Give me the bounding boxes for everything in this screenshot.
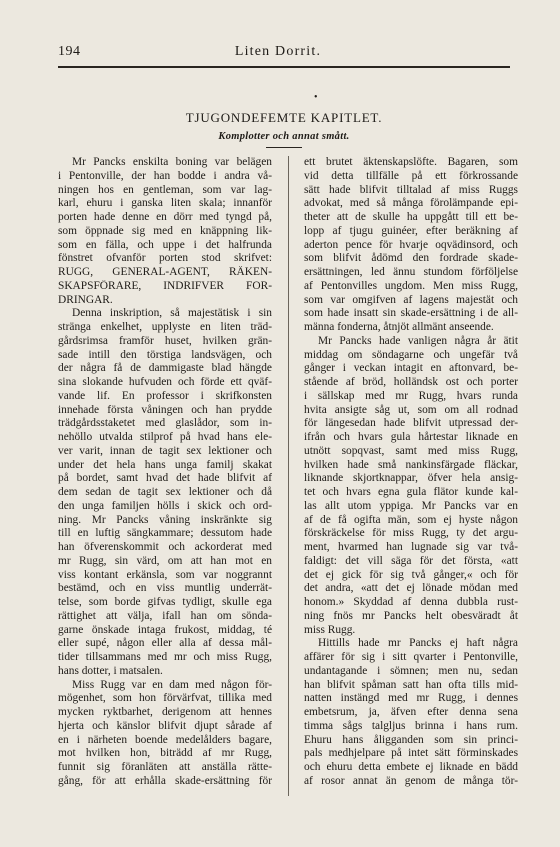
text-line: det ej gick för sig två gånger,« och för bbox=[304, 568, 518, 581]
text-line: ment, hvarmed han lugnade sig var två- bbox=[304, 541, 518, 553]
text-line: bestämd, och en viss muntlig underrät- bbox=[58, 582, 272, 595]
text-line: Miss Rugg var en dam med någon för- bbox=[72, 678, 272, 691]
text-line: las allt utom yppiga. Mr Pancks var en bbox=[304, 499, 518, 512]
text-line: mr Rugg, sin värd, om att han mot en bbox=[58, 554, 272, 567]
text-line: mögenhet, som hon förvärfvat, tillika med bbox=[58, 692, 272, 705]
text-line: Hittills hade mr Pancks ej haft några bbox=[318, 637, 518, 650]
text-line: Denna inskription, så majestätisk i sin bbox=[72, 307, 272, 320]
column-divider bbox=[288, 156, 289, 796]
text-line: hvilken hade små nankinsfärgade fläckar, bbox=[304, 458, 518, 471]
text-line: i sällskap med mr Rugg, hvars runda bbox=[304, 389, 518, 402]
text-line: tider tillsammans med mr och miss Rugg, bbox=[58, 651, 272, 663]
subtitle-rule bbox=[266, 147, 302, 148]
text-line: ning. Mr Pancks våning inskränkte sig bbox=[58, 513, 272, 526]
text-line: ningen hos en gentleman, som var lag- bbox=[58, 183, 272, 196]
text-line: som blifvit ådömd den fordrade skade- bbox=[304, 252, 518, 265]
text-line: stränga enkelhet, upplyste en liten träd- bbox=[58, 321, 272, 333]
text-line: gång, för att erhålla skade-ersättning för bbox=[58, 774, 272, 787]
text-line: faldigt: det vill säga för det första, «att bbox=[304, 554, 518, 567]
text-line: nehöllo utvalda stilprof på hvad hans ele- bbox=[58, 431, 272, 443]
text-line: i Pentonville, der han bodde i andra vå- bbox=[58, 169, 272, 182]
text-line: stående af bröd, holländsk ost och porter bbox=[304, 376, 518, 388]
text-line: pals medhjelpare på intet sätt förminskades bbox=[304, 747, 518, 760]
text-line: och ehuru detta embete ej liknade en bädd bbox=[304, 761, 518, 773]
text-line: af rosor annat än genom de många tör- bbox=[304, 774, 518, 787]
text-line: som hade insatt sin skade-ersättning i de all- bbox=[304, 307, 518, 320]
text-line: der några få de dammigaste blad hängde bbox=[58, 362, 272, 375]
text-line: hvita ansigte såg ut, som om all rodnad bbox=[304, 403, 518, 416]
text-line: mot hvilken hon, biträdd af mr Rugg, bbox=[58, 747, 272, 760]
text-line: af de få ogifta män, som ej hyste någon bbox=[304, 513, 518, 526]
text-line: vid detta tillfälle på ett förkrossande bbox=[304, 169, 518, 182]
left-column bbox=[58, 156, 272, 789]
text-line: under det hela hans unga familj skakat bbox=[58, 458, 272, 471]
text-line: han blifvit spåman satt han ofta tills mid- bbox=[304, 678, 518, 691]
text-line: Mr Pancks enskilta boning var belägen bbox=[72, 156, 272, 168]
text-line: liknande skjortknappar, öfver hela ansig- bbox=[304, 472, 518, 485]
chapter-title: TJUGONDEFEMTE KAPITLET. bbox=[185, 110, 383, 125]
text-line: vande lif. En professor i skrifkonsten bbox=[58, 389, 272, 402]
text-line: SKAPSFÖRARE, INDRIFVER FOR- bbox=[58, 279, 272, 292]
text-line: sade intill den törstiga landsvägen, och bbox=[58, 348, 272, 361]
text-line: funnit sig föranläten att anställa rätte- bbox=[58, 761, 272, 773]
text-line: hans dotter, i matsalen. bbox=[58, 664, 163, 677]
text-line: tet och hvars egna gula flätor kunde kal- bbox=[304, 486, 518, 498]
text-line: fönstret ofvanför porten stod skrifvet: bbox=[58, 252, 272, 265]
text-line: ersättningen, led ännu stundom förföljelse bbox=[304, 266, 518, 278]
text-line: porten hade denne en dörr med tyngd på, bbox=[58, 211, 272, 223]
text-line: männa fonderna, åtnjöt allmänt anseende. bbox=[304, 321, 494, 333]
text-line: innehade första våningen och han prydde bbox=[58, 403, 272, 416]
text-line: sätt hade blifvit tilltalad af miss Ruggs bbox=[304, 183, 518, 196]
text-line: telse, som borde gifvas tydligt, skulle ega bbox=[58, 596, 272, 608]
text-line: theter att de skulle ha uppgått till ett be- bbox=[304, 211, 518, 223]
text-line: RUGG, GENERAL-AGENT, RÄKEN- bbox=[58, 266, 272, 278]
text-line: affärer för sig i sitt qvarter i Pentonville, bbox=[304, 651, 518, 663]
text-line: den unga familjen hölls i skick och ord- bbox=[58, 499, 272, 512]
text-line: ver varit, innan de tagit sex lektioner och bbox=[58, 444, 272, 457]
text-line: af Pentonvilles ungdom. Men miss Rugg, bbox=[304, 279, 518, 292]
text-line: ifrån och hvars gula hårtestar liknade en bbox=[304, 431, 518, 443]
text-line: ett brutet äktenskapslöfte. Bagaren, som bbox=[304, 156, 518, 168]
text-line: honom.» Skyddad af denna dubbla rust- bbox=[304, 596, 518, 608]
text-line: eller supé, någon eller alla af dessa mål- bbox=[58, 637, 272, 650]
text-line: en i närheten boende medelålders bagare, bbox=[58, 733, 272, 746]
text-line: undantagande i sömnen; men nu, sedan bbox=[304, 664, 518, 677]
text-line: DRINGAR. bbox=[58, 293, 113, 306]
ornament-dot: • bbox=[314, 92, 318, 103]
text-line: utnött sopqvast, samt med miss Rugg, bbox=[304, 444, 518, 457]
chapter-subtitle: Komplotter och annat smått. bbox=[218, 131, 350, 142]
text-line: aderton pence för hvarje oqvädinsord, och bbox=[304, 238, 518, 251]
text-line: det andra, «att det ej lönade mödan med bbox=[304, 582, 518, 595]
text-line: karl, ehuru i ganska liten skala; innanför bbox=[58, 197, 272, 210]
text-line: trädgårdsstaketet med glaslådor, som in- bbox=[58, 417, 272, 430]
text-line: som en fälla, och uppe i det halfrunda bbox=[58, 238, 272, 251]
header-rule bbox=[58, 66, 510, 68]
text-line: för längesedan hade blifvit utpressad der- bbox=[304, 417, 518, 430]
text-line: viss kontant erkänsla, som var noggrannt bbox=[58, 568, 272, 581]
text-line: till en luftig sängkammare; dessutom hade bbox=[58, 527, 272, 540]
right-column bbox=[304, 156, 518, 789]
text-line: garne önskade intaga frukost, middag, té bbox=[58, 623, 272, 636]
text-line: middag om söndagarne och ungefär två bbox=[304, 348, 518, 361]
text-line: han öfverenskommit och ackorderat med bbox=[58, 541, 272, 553]
text-line: gånger i veckan intagit en aftonvard, be- bbox=[304, 362, 518, 375]
text-line: dem sedan de tagit sex lektioner och då bbox=[58, 486, 272, 498]
text-line: sina slokande hufvuden och förde ett qväf- bbox=[58, 376, 272, 388]
text-line: timma sågs talgljus brinna i hans rum. bbox=[304, 719, 518, 732]
text-line: hjerta och känslor blifvit djupt sårade af bbox=[58, 719, 272, 732]
text-line: rättighet att välja, ifall han om sönda- bbox=[58, 609, 272, 622]
text-line: som var omgifven af lagens majestät och bbox=[304, 293, 518, 306]
page-number: 194 bbox=[58, 44, 81, 59]
text-line: embetsrum, ja, äfven efter denna sena bbox=[304, 706, 518, 718]
text-line: ning fnös mr Pancks helt obesväradt åt bbox=[304, 609, 518, 622]
text-line: lopp af tjugu guinéer, efter beräkning af bbox=[304, 224, 518, 237]
text-line: på bordet, samt hvad det hade blifvit af bbox=[58, 472, 272, 485]
text-line: gårdsrimsa framför huset, hvilken grän- bbox=[58, 334, 272, 347]
text-line: Ehuru hans åligganden som sin princi- bbox=[304, 733, 518, 746]
text-line: advokat, med så många förolämpande epi- bbox=[304, 197, 518, 210]
text-line: mycken ryktbarhet, derigenom att hennes bbox=[58, 706, 272, 718]
text-line: miss Rugg. bbox=[304, 623, 356, 636]
text-line: förskräckelse för miss Rugg, ty det argu- bbox=[304, 527, 518, 540]
running-title: Liten Dorrit. bbox=[234, 44, 322, 59]
text-line: natten instängd med mr Rugg, i dennes bbox=[304, 692, 518, 705]
text-line: som öppnade sig med en knäppning lik- bbox=[58, 224, 272, 237]
text-line: Mr Pancks hade vanligen några år ätit bbox=[318, 334, 518, 347]
